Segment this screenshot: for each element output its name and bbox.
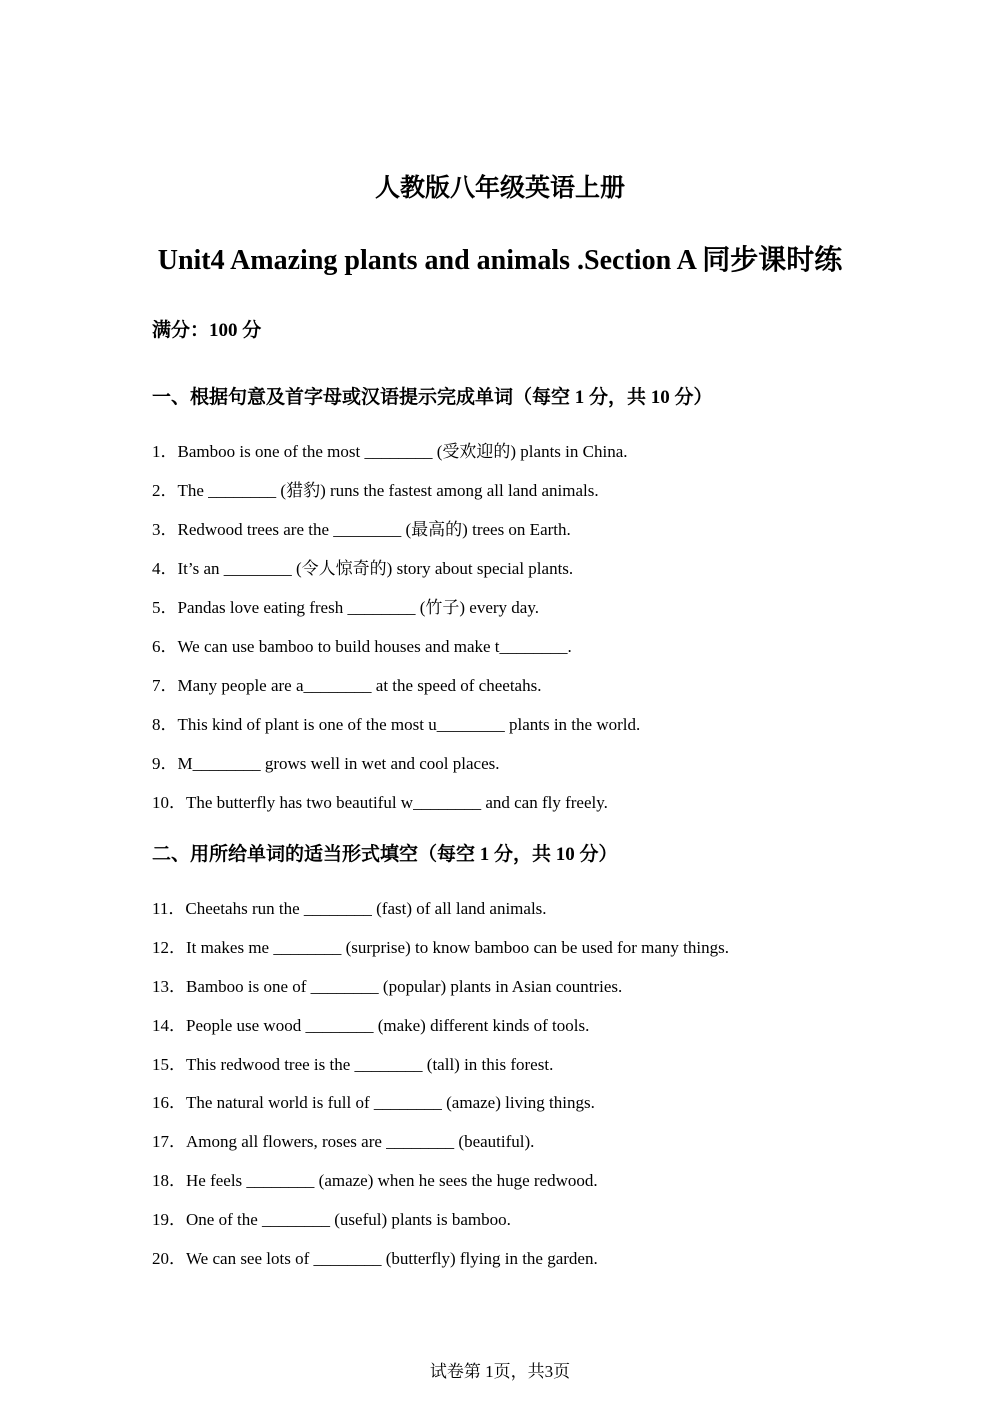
question-number: 5．	[152, 598, 178, 617]
question-number: 4．	[152, 559, 178, 578]
question-text: Bamboo is one of the most ________ (受欢迎的) plants in China.	[177, 442, 628, 461]
question-text: Cheetahs run the ________ (fast) of all land animals.	[185, 899, 547, 918]
question-item	[152, 437, 628, 462]
question-item	[152, 1088, 595, 1113]
question-text: This kind of plant is one of the most u________ plants in the world.	[177, 715, 641, 734]
question-item	[152, 972, 622, 997]
question-item	[152, 1050, 553, 1075]
question-text: This redwood tree is the ________ (tall) in this forest.	[186, 1055, 554, 1074]
question-number: 11．	[152, 899, 186, 918]
question-text: Pandas love eating fresh ________ (竹子) every day.	[177, 598, 539, 617]
question-number: 6．	[152, 637, 178, 656]
question-text: Redwood trees are the ________ (最高的) trees on Earth.	[177, 520, 571, 539]
question-item	[152, 515, 571, 540]
question-number: 19．	[152, 1210, 186, 1229]
section-heading-1: 一、根据句意及首字母或汉语提示完成单词（每空 1 分，共 10 分）	[152, 387, 713, 408]
question-item	[152, 710, 640, 735]
question-number: 8．	[152, 715, 178, 734]
question-text: M________ grows well in wet and cool places.	[177, 754, 500, 773]
question-number: 13．	[152, 977, 186, 996]
document-title: 人教版八年级英语上册	[374, 173, 625, 202]
question-number: 20．	[152, 1249, 186, 1268]
full-score: 满分：100 分	[152, 320, 262, 341]
question-number: 16．	[152, 1093, 186, 1112]
section-heading-2: 二、用所给单词的适当形式填空（每空 1 分，共 10 分）	[152, 844, 618, 865]
question-item	[152, 632, 572, 657]
question-number: 15．	[152, 1055, 186, 1074]
question-item	[152, 554, 573, 579]
question-number: 3．	[152, 520, 178, 539]
question-item	[152, 894, 547, 919]
document-subtitle: Unit4 Amazing plants and animals .Section A 同步课时练	[157, 245, 843, 276]
question-text: The natural world is full of ________ (amaze) living things.	[186, 1093, 595, 1112]
question-text: People use wood ________ (make) different kinds of tools.	[186, 1016, 590, 1035]
question-number: 17．	[152, 1132, 186, 1151]
question-number: 7．	[152, 676, 178, 695]
question-item	[152, 1011, 589, 1036]
question-number: 1．	[152, 442, 178, 461]
question-item	[152, 1244, 598, 1269]
question-number: 2．	[152, 481, 178, 500]
question-item	[152, 593, 539, 618]
question-text: He feels ________ (amaze) when he sees the huge redwood.	[186, 1171, 598, 1190]
question-item	[152, 749, 500, 774]
question-text: One of the ________ (useful) plants is bamboo.	[186, 1210, 511, 1229]
question-item	[152, 671, 541, 696]
question-text: It’s an ________ (令人惊奇的) story about special plants.	[177, 559, 574, 578]
question-item	[152, 1127, 534, 1152]
question-number: 12．	[152, 938, 186, 957]
question-text: The butterfly has two beautiful w________ and can fly freely.	[186, 793, 608, 812]
question-number: 18．	[152, 1171, 186, 1190]
question-item	[152, 788, 608, 813]
question-number: 10．	[152, 793, 186, 812]
question-text: The ________ (猎豹) runs the fastest among all land animals.	[177, 481, 599, 500]
question-text: Among all flowers, roses are ________ (beautiful).	[186, 1132, 535, 1151]
question-text: We can see lots of ________ (butterfly) flying in the garden.	[186, 1249, 598, 1268]
question-text: We can use bamboo to build houses and make t________.	[177, 637, 572, 656]
question-number: 14．	[152, 1016, 186, 1035]
question-item	[152, 1205, 511, 1230]
question-text: Bamboo is one of ________ (popular) plants in Asian countries.	[186, 977, 623, 996]
question-number: 9．	[152, 754, 178, 773]
page-footer: 试卷第 1页，共3页	[429, 1362, 571, 1381]
question-item	[152, 476, 599, 501]
question-item	[152, 1166, 598, 1191]
question-text: Many people are a________ at the speed of cheetahs.	[177, 676, 542, 695]
question-text: It makes me ________ (surprise) to know bamboo can be used for many things.	[186, 938, 729, 957]
question-item	[152, 933, 729, 958]
